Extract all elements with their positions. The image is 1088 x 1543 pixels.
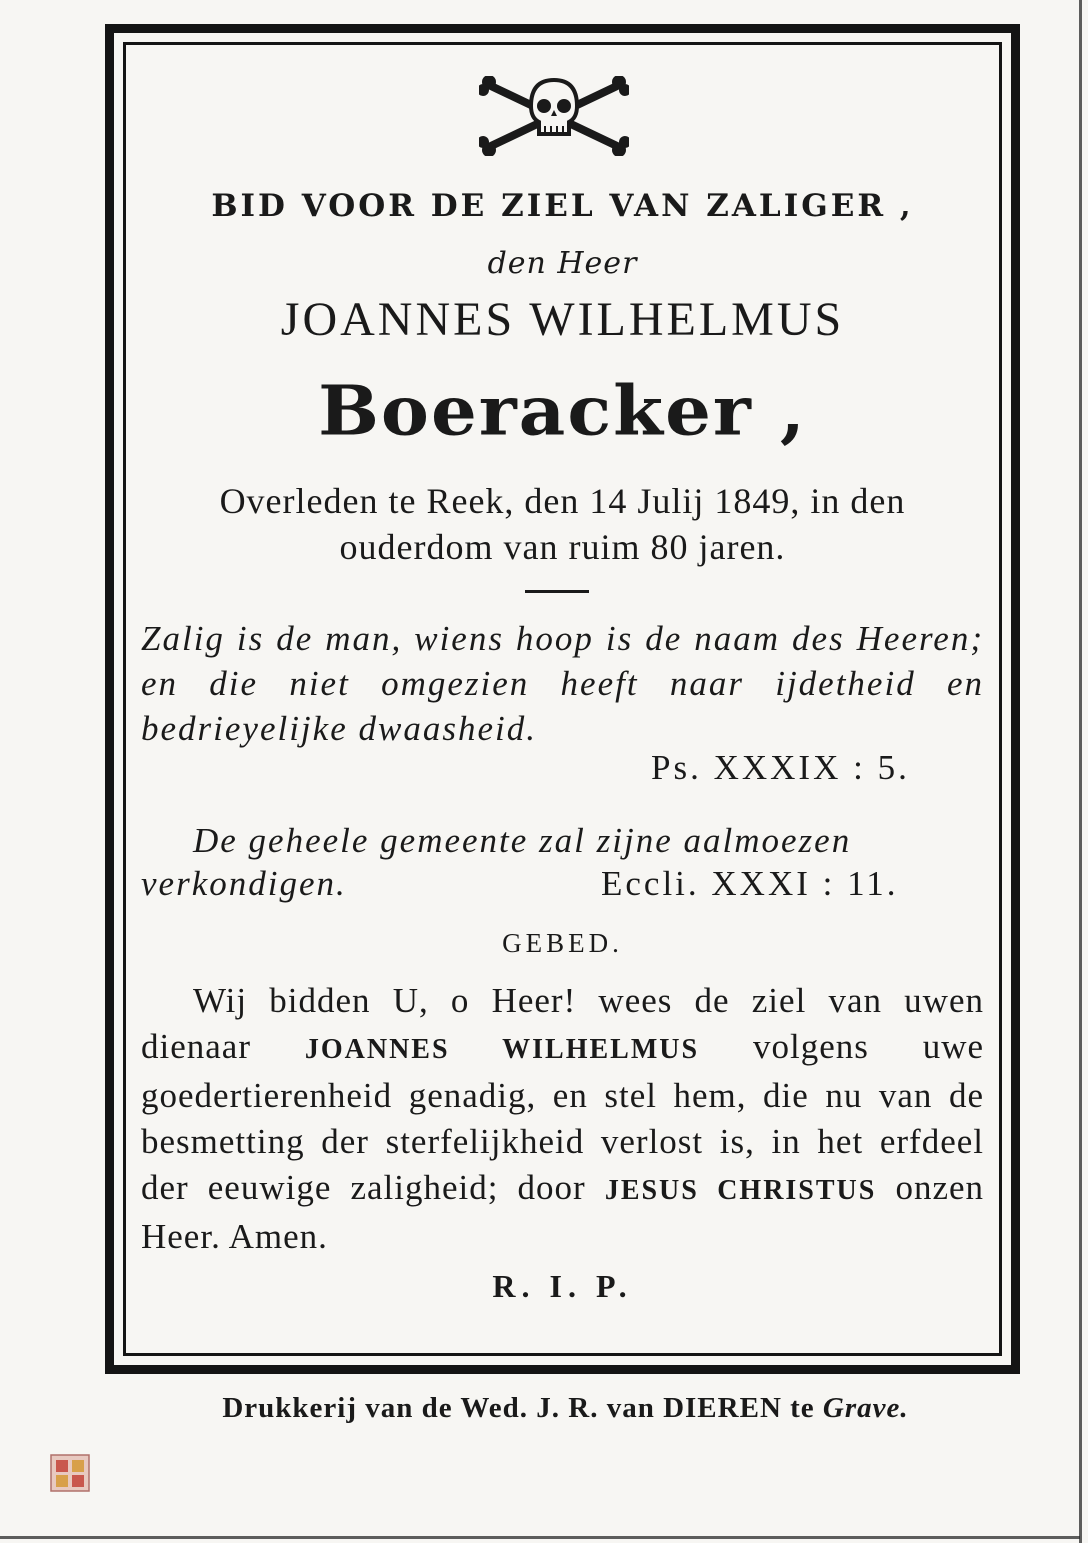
verse-eccli-line2: verkondigen. [141, 864, 347, 903]
rip: R. I. P. [492, 1268, 633, 1304]
surname: Boeracker , [318, 370, 807, 451]
prayer-part2: volgens uwe goedertierenheid genadig, en stel hem, die nu van de besmetting der sterfelijkheid verlost is, in het erfdeel der eeuwige zaligheid; door [141, 1027, 985, 1207]
archive-stamp-icon [50, 1454, 90, 1492]
honorific: den Heer [487, 246, 638, 281]
prayer-part3: onzen Heer. Amen. [141, 1168, 985, 1256]
divider-rule [525, 590, 589, 593]
prayer-intro: BID VOOR DE ZIEL VAN ZALIGER , [211, 188, 914, 224]
printer-town: Grave. [822, 1392, 909, 1424]
verse-psalm-reference: Ps. XXXIX : 5. [651, 748, 910, 787]
prayer-part1: Wij bidden U, o Heer! wees de ziel van uwen dienaar [141, 981, 984, 1066]
verse-psalm: Zalig is de man, wiens hoop is de naam des Heeren; en die niet omgezien heeft naar ijdetheid en bedrieyelijke dwaasheid. [141, 619, 984, 748]
prayer-heading: GEBED. [502, 928, 623, 958]
memorial-card-content [141, 60, 984, 1330]
card-edge-right [1079, 0, 1082, 1543]
given-names: JOANNES WILHELMUS [280, 293, 845, 346]
prayer-jesus-christus: JESUS CHRISTUS [604, 1175, 877, 1206]
verse-eccli-reference: Eccli. XXXI : 11. [601, 864, 899, 903]
prayer-deceased-name: JOANNES WILHELMUS [304, 1034, 700, 1065]
printer-name: Wed. J. R. van DIEREN te [460, 1392, 815, 1424]
death-notice: Overleden te Reek, den 14 Julij 1849, in den ouderdom van ruim 80 jaren. [219, 481, 906, 567]
card-edge-bottom [0, 1536, 1080, 1539]
printer-imprint [108, 1392, 1023, 1425]
verse-eccli-line1: De geheele gemeente zal zijne aalmoezen [193, 821, 852, 860]
printer-prefix: Drukkerij van de [222, 1392, 453, 1424]
prayer-text [141, 978, 984, 1260]
skull-crossbones-icon [479, 76, 629, 156]
